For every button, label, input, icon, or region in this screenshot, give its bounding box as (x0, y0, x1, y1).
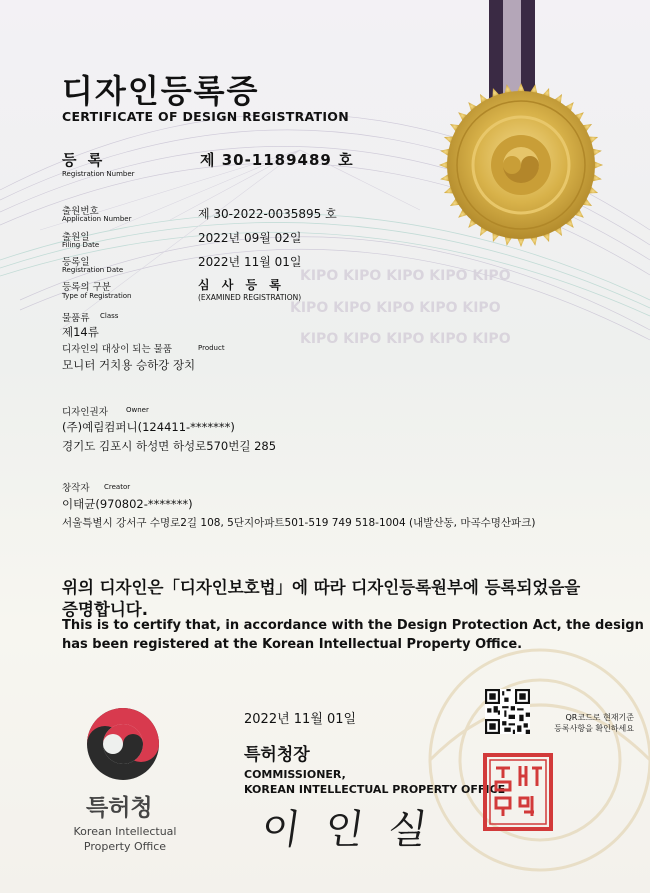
registration-label-en: Registration Number (62, 170, 135, 178)
svg-text:KIPO KIPO KIPO KIPO KIPO: KIPO KIPO KIPO KIPO KIPO (290, 300, 501, 316)
registration-type-en: (EXAMINED REGISTRATION) (198, 293, 302, 302)
kipo-name-en-line1: Korean Intellectual (73, 825, 177, 838)
creator-name: 이태균(970802-*******) (62, 497, 193, 511)
type-label: 등록의 구분 (62, 282, 111, 293)
declaration-ko-line1: 위의 디자인은「디자인보호법」에 따라 디자인등록원부에 등록되었음을 (62, 578, 581, 597)
registration-date: 2022년 11월 01일 (198, 255, 302, 269)
kipo-name-en (60, 824, 190, 854)
owner-label: 디자인권자 (62, 407, 108, 418)
owner-label-en: Owner (126, 406, 149, 414)
qr-note-line2: 등록사항을 확인하세요 (554, 724, 634, 733)
commissioner-title-en1: COMMISSIONER, (244, 768, 346, 781)
title-korean: 디자인등록증 (62, 72, 260, 110)
declaration-en-line2: has been registered at the Korean Intellectual Property Office. (62, 637, 523, 652)
product-value: 모니터 거치용 승하강 장치 (62, 358, 196, 372)
owner-address: 경기도 김포시 하성면 하성로570번길 285 (62, 439, 277, 453)
registration-number: 제 30-1189489 호 (200, 151, 354, 169)
commissioner-title-ko: 특허청장 (244, 745, 310, 765)
filing-date-label-en: Filing Date (62, 241, 100, 249)
creator-address: 서울특별시 강서구 수명로2길 108, 5단지아파트501-519 749 518-1004 (내발산동, 마곡수명산파크) (62, 517, 536, 529)
qr-note (532, 712, 634, 734)
application-label: 출원번호 (62, 206, 99, 217)
issue-date: 2022년 11월 01일 (244, 712, 357, 727)
qr-note-line1: QR코드로 현재기준 (565, 713, 634, 722)
registration-label: 등 록 (62, 151, 106, 169)
application-number: 제 30-2022-0035895 호 (198, 207, 337, 221)
kipo-name-ko: 특허청 (86, 795, 153, 821)
type-label-en: Type of Registration (62, 292, 132, 300)
registration-date-label-en: Registration Date (62, 266, 124, 274)
commissioner-title-en2: KOREAN INTELLECTUAL PROPERTY OFFICE (244, 783, 506, 796)
title-english: CERTIFICATE OF DESIGN REGISTRATION (62, 109, 349, 124)
class-label-en: Class (100, 312, 119, 320)
filing-date: 2022년 09월 02일 (198, 231, 302, 245)
handwritten-signature: 이 인 실 (258, 807, 437, 853)
svg-text:KIPO KIPO KIPO KIPO KIPO: KIPO KIPO KIPO KIPO KIPO (300, 331, 511, 347)
application-label-en: Application Number (62, 215, 132, 223)
official-red-stamp (482, 752, 554, 832)
class-value: 제14류 (62, 325, 99, 339)
declaration-ko-line2: 증명합니다. (62, 600, 148, 619)
qr-code (485, 689, 530, 734)
creator-label: 창작자 (62, 483, 90, 494)
kipo-logo-icon (82, 706, 164, 782)
registration-type: 심 사 등 록 (198, 278, 285, 292)
kipo-name-en-line2: Property Office (83, 840, 167, 853)
filing-date-label: 출원일 (62, 232, 90, 243)
svg-text:KIPO KIPO KIPO KIPO KIPO: KIPO KIPO KIPO KIPO KIPO (300, 268, 511, 284)
class-label: 물품류 (62, 313, 90, 324)
product-label: 디자인의 대상이 되는 물품 (62, 344, 173, 355)
declaration-en-line1: This is to certify that, in accordance with the Design Protection Act, the design (62, 618, 644, 633)
owner-name: (주)예림컴퍼니(124411-*******) (62, 420, 235, 434)
product-label-en: Product (198, 344, 225, 352)
gold-seal (439, 83, 603, 247)
creator-label-en: Creator (104, 483, 131, 491)
watermark (290, 268, 511, 347)
registration-date-label: 등록일 (62, 257, 90, 268)
